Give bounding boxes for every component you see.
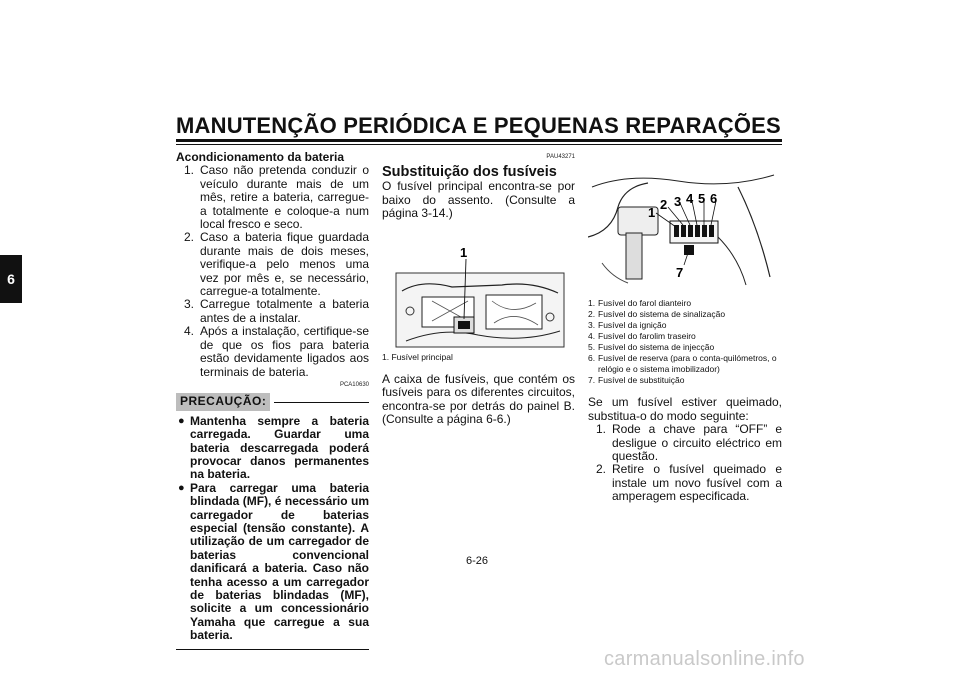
watermark: carmanualsonline.info — [604, 648, 805, 670]
list-item: 4. Fusível do farolim traseiro — [588, 331, 696, 342]
figure-callout: 4 — [686, 191, 694, 206]
header-rule — [176, 139, 782, 142]
list-item: 4. Após a instalação, certifique-se de que os fios para bateria estão devidamente ligados aos terminais de bateria. — [184, 324, 369, 379]
figure-callout: 7 — [676, 265, 684, 280]
figure-callout: 1 — [460, 244, 468, 260]
section-title: Substituição dos fusíveis — [382, 164, 557, 181]
column-fuse-box — [588, 151, 782, 504]
replacement-intro: Se um fusível estiver queimado, substitua-o do modo seguinte: — [588, 395, 782, 423]
bullet-icon: ● — [178, 481, 185, 494]
battery-steps — [176, 164, 369, 379]
list-item: 1. Rode a chave para “OFF” e desligue o circuito eléctrico em questão. — [596, 422, 782, 464]
caution-list — [176, 415, 369, 643]
section-code: PAU43271 — [546, 154, 575, 160]
list-item: 3. Fusível da ignição — [588, 320, 667, 331]
chapter-tab: 6 — [0, 255, 22, 303]
list-item: 6. Fusível de reserva (para o conta-quilómetros, o relógio e o sistema imobilizador) — [588, 353, 777, 375]
page-number: 6-26 — [466, 555, 489, 567]
bullet-icon: ● — [178, 414, 185, 427]
caution-end-rule — [176, 649, 369, 650]
figure-callout: 6 — [710, 191, 718, 206]
list-item: ● Para carregar uma bateria blindada (MF), é necessário um carregador de baterias especial (tensão constante). A utilização de um carregador de baterias convencional danificará a bateria. Caso não tenha acesso a um carregador de baterias blindadas (MF), solicite a um concessionário Yamaha que carregue a sua bateria. — [178, 480, 369, 643]
caution-label: PRECAUÇÃO: — [176, 393, 270, 410]
column-fuse-replacement — [382, 151, 575, 427]
list-item: 2. Retire o fusível queimado e instale um novo fusível com a amperagem especificada. — [596, 462, 782, 504]
page-title: MANUTENÇÃO PERIÓDICA E PEQUENAS REPARAÇÕES — [176, 113, 781, 138]
figure-caption: 1. Fusível principal — [382, 352, 453, 363]
list-item: 3. Carregue totalmente a bateria antes de a instalar. — [184, 297, 369, 325]
caution-header — [176, 393, 369, 410]
figure-callout: 1 — [648, 205, 656, 220]
main-fuse-figure — [382, 231, 575, 349]
caution-rule — [274, 402, 369, 403]
caution-code: PCA10630 — [339, 381, 369, 388]
list-item: ● Mantenha sempre a bateria carregada. Guardar uma bateria descarregada poderá provocar danos permanentes na bateria. — [178, 413, 369, 482]
figure-callout: 3 — [674, 194, 682, 209]
list-item: 5. Fusível do sistema de injecção — [588, 342, 715, 353]
list-item: 2. Fusível do sistema de sinalização — [588, 309, 726, 320]
column-battery-storage — [176, 151, 369, 650]
fuse-box-figure — [588, 167, 782, 291]
list-item: 2. Caso a bateria fique guardada durante mais de dois meses, verifique-a pelo menos uma vez por mês e, se necessário, carregue-a totalmente. — [184, 230, 369, 299]
figure-callout: 5 — [698, 191, 706, 206]
fuse-caption-list — [588, 298, 782, 386]
replacement-steps — [588, 423, 782, 503]
figure-callout: 2 — [660, 197, 668, 212]
intro-text: O fusível principal encontra-se por baixo do assento. (Consulte a página 3-14.) — [382, 179, 575, 221]
battery-storage-heading: Acondicionamento da bateria — [176, 150, 345, 164]
list-item: 1. Caso não pretenda conduzir o veículo durante mais de um mês, retire a bateria, carregue-a totalmente e coloque-a num local fresco e seco. — [184, 163, 369, 232]
fuse-box-text: A caixa de fusíveis, que contém os fusíveis para os diferentes circuitos, encontra-se por detrás do painel B. (Consulte a página 6-6.) — [382, 372, 575, 427]
list-item: 1. Fusível do farol dianteiro — [588, 298, 692, 309]
header-rule-thin — [176, 144, 782, 145]
list-item: 7. Fusível de substituição — [588, 375, 685, 386]
